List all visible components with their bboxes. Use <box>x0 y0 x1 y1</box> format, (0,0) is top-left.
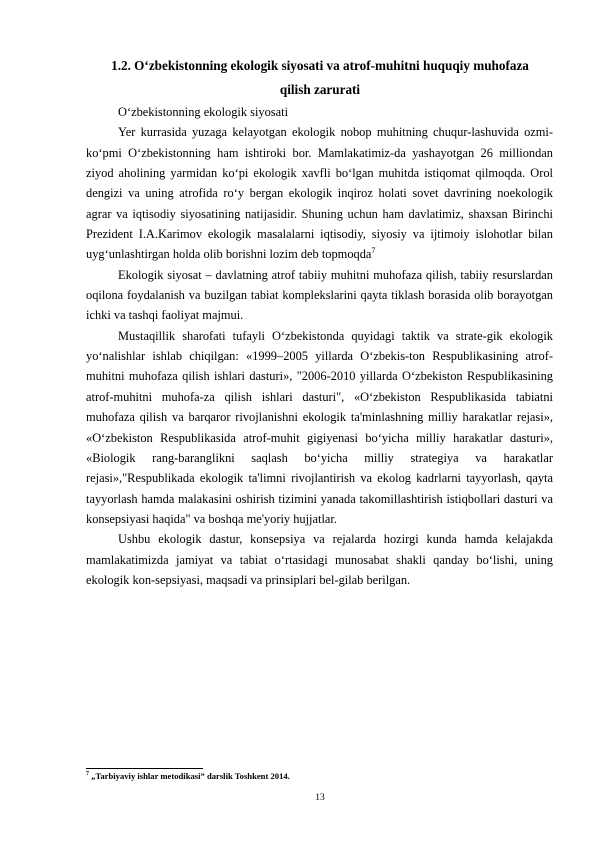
paragraph-3: Mustaqillik sharofati tufayli O‘zbekistonda quyidagi taktik va strate-gik ekologik yo‘nalishlar ishlab chiqilgan: «1999–2005 yillarda O‘zbekis-ton Respublikasining atrof-muhitni muhofaza qilish ishlari dasturi», "2006-2010 yillarda O‘zbekiston Respublikasining atrof-muhitni muhofa-za qilish ishlari dasturi", «O‘zbekiston Respublikasida tabiatni muhofaza qilish va barqaror rivojlanishni ekologik ta'minlashning milliy harakatlar rejasi», «O‘zbekiston Respublikasida atrof-muhit gigiyenasi bo‘yicha milliy harakatlar dasturi», «Biologik rang-baranglikni saqlash bo‘yicha milliy strategiya va harakatlar rejasi»,"Respublikada ekologik ta'limni rivojlantirish va ekolog kadrlarni tayyorlash, qayta tayyorlash hamda malakasini oshirish tizimini yanada takomillashtirish istiqbollari dasturi va konsepsiyasi haqida" va boshqa me'yoriy hujjatlar. <box>86 328 553 526</box>
subheading: O‘zbekistonning ekologik siyosati <box>118 105 289 119</box>
footnote <box>86 771 290 782</box>
footnote-number: 7 <box>86 771 89 778</box>
footnote-reference: 7 <box>371 246 376 256</box>
body-text <box>86 102 553 590</box>
footnote-separator <box>86 768 203 769</box>
section-heading <box>86 54 554 102</box>
page-number: 13 <box>315 793 325 803</box>
heading-line-2: qilish zarurati <box>279 82 361 97</box>
paragraph-4: Ushbu ekologik dastur, konsepsiya va rejalarda hozirgi kunda hamda kelajakda mamlakatimizda jamiyat va tabiat o‘rtasidagi munosabat shakli qanday bo‘lishi, uning ekologik kon-sepsiyasi, maqsadi va prinsiplari bel-gilab berilgan. <box>86 532 553 587</box>
footnote-text: „Tarbiyaviy ishlar metodikasi” darslik Toshkent 2014. <box>89 771 290 781</box>
paragraph-1 <box>86 122 553 264</box>
heading-line-1: 1.2. O‘zbekistonning ekologik siyosati va atrof-muhitni huquqiy muhofaza <box>111 58 529 73</box>
paragraph-1-text: Yer kurrasida yuzaga kelayotgan ekologik nobop muhitning chuqur-lashuvida ozmi-ko‘pmi O‘zbekistonning ham ishtiroki bor. Mamlakatimiz-da yashayotgan 26 milliondan ziyod aholining yarmidan ko‘pi ekologik xavfli bo‘lgan muhitda istiqomat qilmoqda. Orol dengizi va uning atrofida ro‘y bergan ekologik inqiroz holati sovet davrining noekologik agrar va iqtisodiy siyosatining natijasidir. Shuning uchun ham davlatimiz, shaxsan Birinchi Prezident I.A.Karimov ekologik masalalarni iqtisodiy, siyosiy va ijtimoiy islohotlar bilan uyg‘unlashtirgan holda olib borishni lozim deb topmoqda <box>86 125 553 262</box>
paragraph-2: Ekologik siyosat – davlatning atrof tabiiy muhitni muhofaza qilish, tabiiy resurslardan oqilona foydalanish va buzilgan tabiat komplekslarini qayta tiklash borasida olib borayotgan ichki va tashqi faoliyat majmui. <box>86 267 553 323</box>
